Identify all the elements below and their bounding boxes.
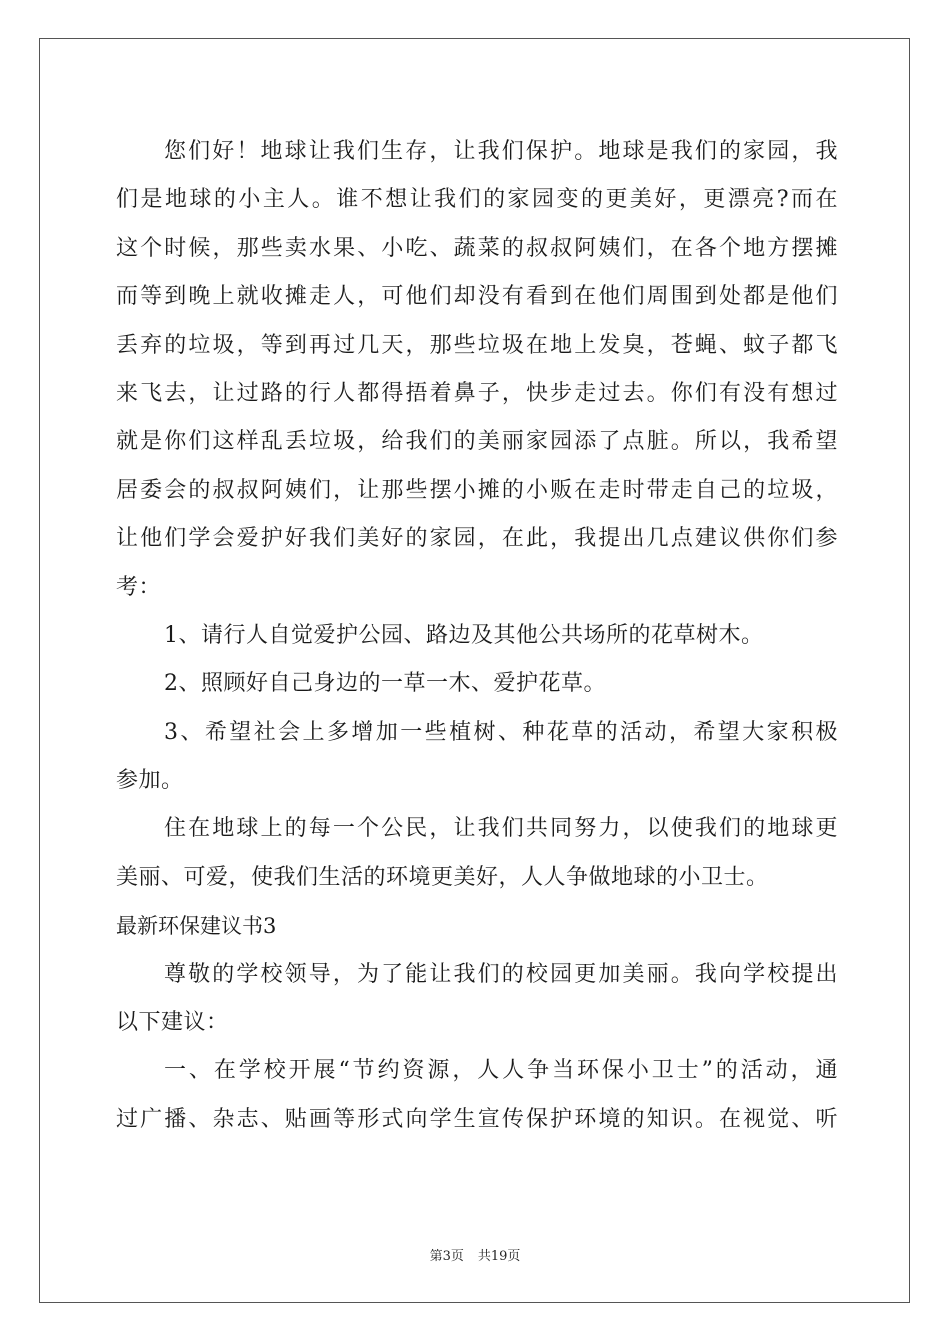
paragraph-line: 考： (116, 574, 162, 600)
section-heading: 最新环保建议书3 (116, 914, 277, 939)
paragraph-line: 一、在学校开展“节约资源，人人争当环保小卫士”的活动，通 (164, 1058, 838, 1084)
paragraph-line: 住在地球上的每一个公民，让我们共同努力，以使我们的地球更 (164, 816, 838, 842)
paragraph-line: 居委会的叔叔阿姨们，让那些摆小摊的小贩在走时带走自己的垃圾， (116, 477, 838, 503)
page-footer (0, 1248, 950, 1266)
paragraph-line: 而等到晚上就收摊走人，可他们却没有看到在他们周围到处都是他们 (116, 284, 838, 310)
list-item: 3、希望社会上多增加一些植树、种花草的活动，希望大家积极 (164, 719, 838, 745)
paragraph-line: 这个时候，那些卖水果、小吃、蔬菜的叔叔阿姨们，在各个地方摆摊 (116, 235, 838, 261)
paragraph-line: 尊敬的学校领导，为了能让我们的校园更加美丽。我向学校提出 (164, 961, 838, 987)
paragraph-line: 以下建议： (116, 1010, 229, 1036)
list-item: 1、请行人自觉爱护公园、路边及其他公共场所的花草树木。 (164, 622, 764, 648)
paragraph-line: 您们好！地球让我们生存，让我们保护。地球是我们的家园，我 (164, 139, 838, 164)
paragraph-line: 过广播、杂志、贴画等形式向学生宣传保护环境的知识。在视觉、听 (116, 1106, 838, 1132)
paragraph-line: 参加。 (116, 768, 184, 794)
document-body (116, 128, 838, 1144)
paragraph-line: 美丽、可爱，使我们生活的环境更美好，人人争做地球的小卫士。 (116, 864, 769, 890)
paragraph-line: 丢弃的垃圾，等到再过几天，那些垃圾在地上发臭，苍蝇、蚊子都飞 (116, 332, 838, 358)
list-item: 2、照顾好自己身边的一草一木、爱护花草。 (164, 671, 606, 697)
page-total: 共19页 (477, 1249, 521, 1264)
paragraph-line: 来飞去，让过路的行人都得捂着鼻子，快步走过去。你们有没有想过 (116, 380, 838, 406)
page-number: 第3页 (429, 1249, 464, 1264)
paragraph-line: 们是地球的小主人。谁不想让我们的家园变的更美好，更漂亮?而在 (116, 187, 838, 213)
paragraph-line: 让他们学会爱护好我们美好的家园，在此，我提出几点建议供你们参 (116, 526, 838, 552)
paragraph-line: 就是你们这样乱丢垃圾，给我们的美丽家园添了点脏。所以，我希望 (116, 429, 838, 455)
